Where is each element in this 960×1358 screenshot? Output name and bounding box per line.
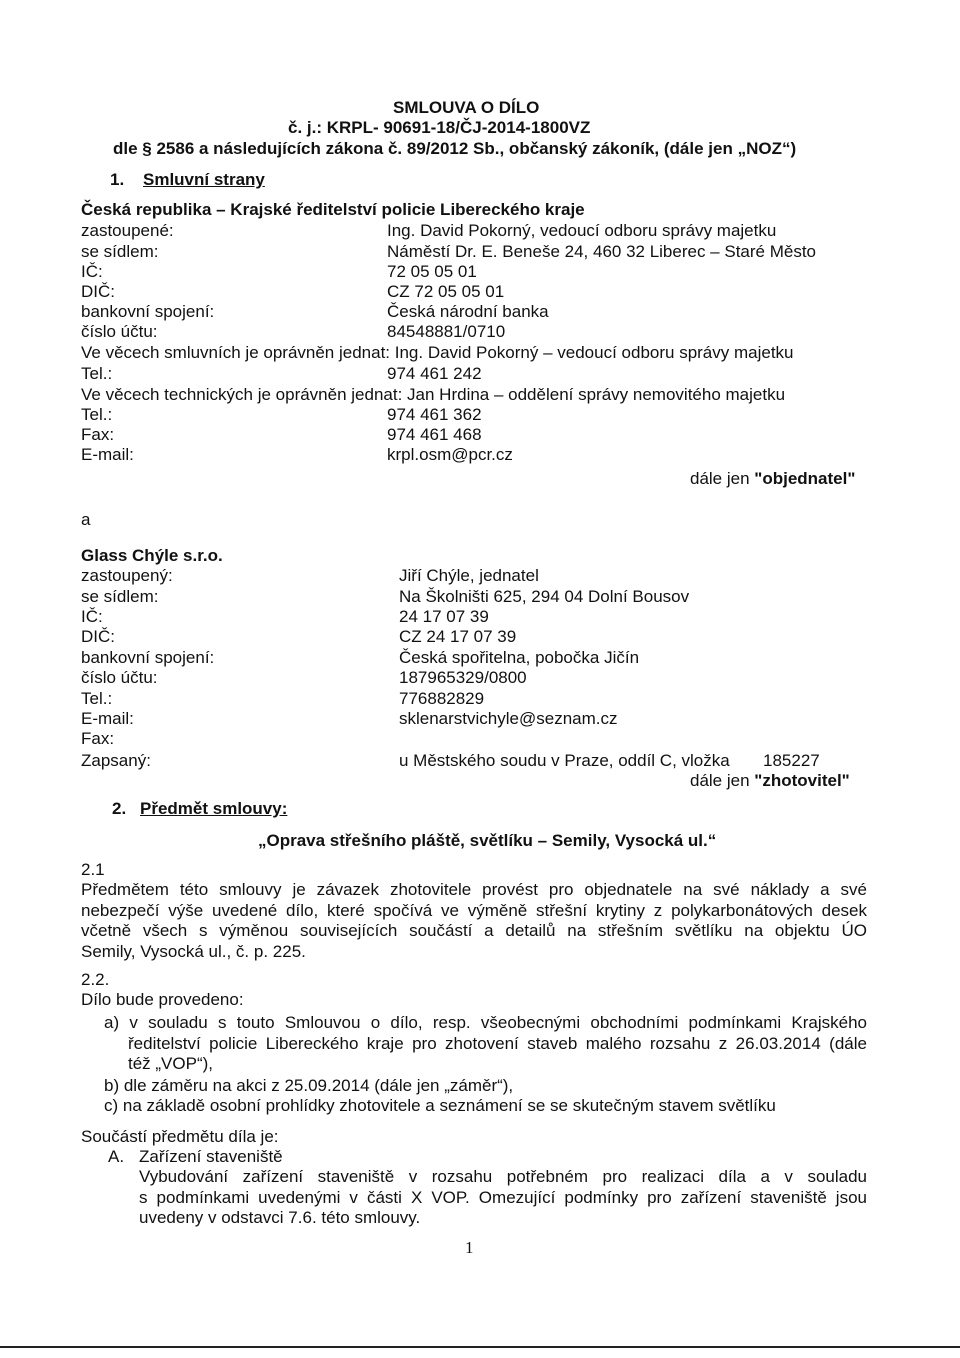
- client-contact-fax: [81, 425, 881, 446]
- field-label: zastoupený:: [81, 566, 173, 585]
- client-row-dic: [81, 282, 881, 303]
- field-value: u Městského soudu v Praze, oddíl C, vložka: [399, 751, 730, 770]
- field-label: bankovní spojení:: [81, 302, 215, 321]
- paragraph-line: včetně všech s výměnou souvisejících součástí a detailů na střešním světlíku na objektu ÚO: [81, 921, 867, 940]
- field-label: Zapsaný:: [81, 751, 151, 770]
- client-row-account: [81, 322, 881, 343]
- paragraph-line: nebezpečí výše uvedené dílo, které spočívá ve výměně střešní krytiny z polykarbonátových desek: [81, 900, 867, 920]
- contractor-row-tel: [81, 689, 881, 710]
- paragraph-2-1: [81, 880, 867, 962]
- client-row-ic: [81, 262, 881, 283]
- field-label: Tel.:: [81, 689, 113, 708]
- field-value: Na Školništi 625, 294 04 Dolní Bousov: [399, 587, 690, 606]
- parts-intro: Součástí předmětu díla je:: [81, 1127, 279, 1146]
- authorized-contract-person: Ve věcech smluvních je oprávněn jednat: Ing. David Pokorný – vedoucí odboru správy majetku: [81, 343, 794, 362]
- client-row-representative: [81, 221, 881, 242]
- field-value: CZ 24 17 07 39: [399, 627, 517, 646]
- contractor-row-account: [81, 668, 881, 689]
- field-value: 72 05 05 01: [387, 262, 477, 281]
- field-label: IČ:: [81, 262, 103, 281]
- scan-edge-divider: [0, 1346, 960, 1348]
- contractor-name: Glass Chýle s.r.o.: [81, 546, 223, 565]
- contractor-row-seat: [81, 587, 881, 608]
- contract-subject: „Oprava střešního pláště, světlíku – Semily, Vysocká ul.“: [258, 831, 717, 850]
- field-value: 24 17 07 39: [399, 607, 489, 626]
- field-value: 974 461 242: [387, 364, 482, 383]
- alias-name: "zhotovitel": [754, 771, 850, 790]
- field-value: Česká spořitelna, pobočka Jičín: [399, 648, 640, 667]
- field-value: krpl.osm@pcr.cz: [387, 445, 513, 464]
- client-contact-tel: [81, 405, 881, 426]
- client-row-seat: [81, 242, 881, 263]
- section-2-title: Předmět smlouvy:: [140, 799, 288, 818]
- field-label: DIČ:: [81, 627, 115, 646]
- contractor-row-dic: [81, 627, 881, 648]
- field-label: Fax:: [81, 729, 115, 748]
- paragraph-line: uvedeny v odstavci 7.6. této smlouvy.: [139, 1208, 421, 1227]
- paragraph-line: Semily, Vysocká ul., č. p. 225.: [81, 941, 306, 961]
- contractor-row-bank: [81, 648, 881, 669]
- field-value: Jiří Chýle, jednatel: [399, 566, 539, 585]
- part-a-text: [139, 1167, 867, 1229]
- register-number: 185227: [763, 751, 820, 770]
- paragraph-2-2-intro: Dílo bude provedeno:: [81, 990, 244, 1009]
- client-contact-email: [81, 445, 881, 466]
- field-value: 974 461 362: [387, 405, 482, 424]
- contractor-row-representative: [81, 566, 881, 587]
- alias-prefix: dále jen: [690, 469, 755, 488]
- field-label: bankovní spojení:: [81, 648, 215, 667]
- field-value: Ing. David Pokorný, vedoucí odboru správy majetku: [387, 221, 777, 240]
- contractor-row-fax: [81, 729, 881, 750]
- conjunction: a: [81, 510, 91, 529]
- page-number: 1: [465, 1238, 474, 1257]
- part-a-title: Zařízení staveniště: [139, 1147, 283, 1166]
- field-label: číslo účtu:: [81, 668, 158, 687]
- list-line: a) v souladu s touto Smlouvou o dílo, resp. všeobecnými obchodními podmínkami Krajského: [104, 1013, 867, 1032]
- paragraph-line: s podmínkami uvedenými v části X VOP. Omezující podmínky pro zařízení staveniště jsou: [139, 1187, 867, 1207]
- paragraph-line: Vybudování zařízení staveniště v rozsahu potřebném pro realizaci díla a v souladu: [139, 1167, 867, 1186]
- section-1-number: 1.: [110, 170, 125, 189]
- contract-title: SMLOUVA O DÍLO: [393, 98, 540, 117]
- client-alias: [690, 469, 855, 490]
- field-value: Náměstí Dr. E. Beneše 24, 460 32 Liberec – Staré Město: [387, 242, 817, 261]
- list-item-b: b) dle záměru na akci z 25.09.2014 (dále jen „záměr“),: [104, 1076, 514, 1095]
- field-label: zastoupené:: [81, 221, 174, 240]
- section-2-number: 2.: [112, 799, 127, 818]
- field-label: číslo účtu:: [81, 322, 158, 341]
- paragraph-line: Předmětem této smlouvy je závazek zhotovitele provést pro objednatele na své náklady a své: [81, 880, 867, 899]
- client-row-bank: [81, 302, 881, 323]
- field-value: CZ 72 05 05 01: [387, 282, 505, 301]
- field-label: Fax:: [81, 425, 115, 444]
- legal-basis: dle § 2586 a následujících zákona č. 89/2012 Sb., občanský zákoník, (dále jen „NOZ“): [113, 139, 797, 158]
- alias-prefix: dále jen: [690, 771, 755, 790]
- alias-name: "objednatel": [754, 469, 856, 488]
- list-line: též „VOP“),: [128, 1054, 214, 1073]
- list-item-c: c) na základě osobní prohlídky zhotovitele a seznámení se se skutečným stavem světlíku: [104, 1096, 776, 1115]
- reference-number: č. j.: KRPL- 90691-18/ČJ-2014-1800VZ: [288, 118, 591, 137]
- field-label: se sídlem:: [81, 587, 159, 606]
- client-row-tel: [81, 364, 881, 385]
- contractor-row-register: [81, 751, 881, 772]
- section-1-title: Smluvní strany: [143, 170, 265, 189]
- field-value: 974 461 468: [387, 425, 482, 444]
- field-label: E-mail:: [81, 709, 134, 728]
- paragraph-2-1-number: 2.1: [81, 860, 105, 879]
- field-label: IČ:: [81, 607, 103, 626]
- field-value: 776882829: [399, 689, 485, 708]
- contractor-row-email: [81, 709, 881, 730]
- field-label: Tel.:: [81, 405, 113, 424]
- field-label: Tel.:: [81, 364, 113, 383]
- contractor-alias: [690, 771, 850, 792]
- list-item-a: [104, 1013, 867, 1075]
- authorized-technical-person: Ve věcech technických je oprávněn jednat: Jan Hrdina – oddělení správy nemovitého majetku: [81, 385, 786, 404]
- field-label: E-mail:: [81, 445, 134, 464]
- field-value: sklenarstvichyle@seznam.cz: [399, 709, 618, 728]
- contractor-row-ic: [81, 607, 881, 628]
- field-label: DIČ:: [81, 282, 115, 301]
- field-value: 187965329/0800: [399, 668, 527, 687]
- field-label: se sídlem:: [81, 242, 159, 261]
- field-value: 84548881/0710: [387, 322, 506, 341]
- list-line: ředitelství policie Libereckého kraje pro zhotovení staveb malého rozsahu z 26.03.2014 (dále: [128, 1033, 867, 1053]
- client-name: Česká republika – Krajské ředitelství policie Libereckého kraje: [81, 200, 585, 219]
- part-a-label: A.: [108, 1147, 125, 1166]
- paragraph-2-2-number: 2.2.: [81, 970, 110, 989]
- field-value: Česká národní banka: [387, 302, 549, 321]
